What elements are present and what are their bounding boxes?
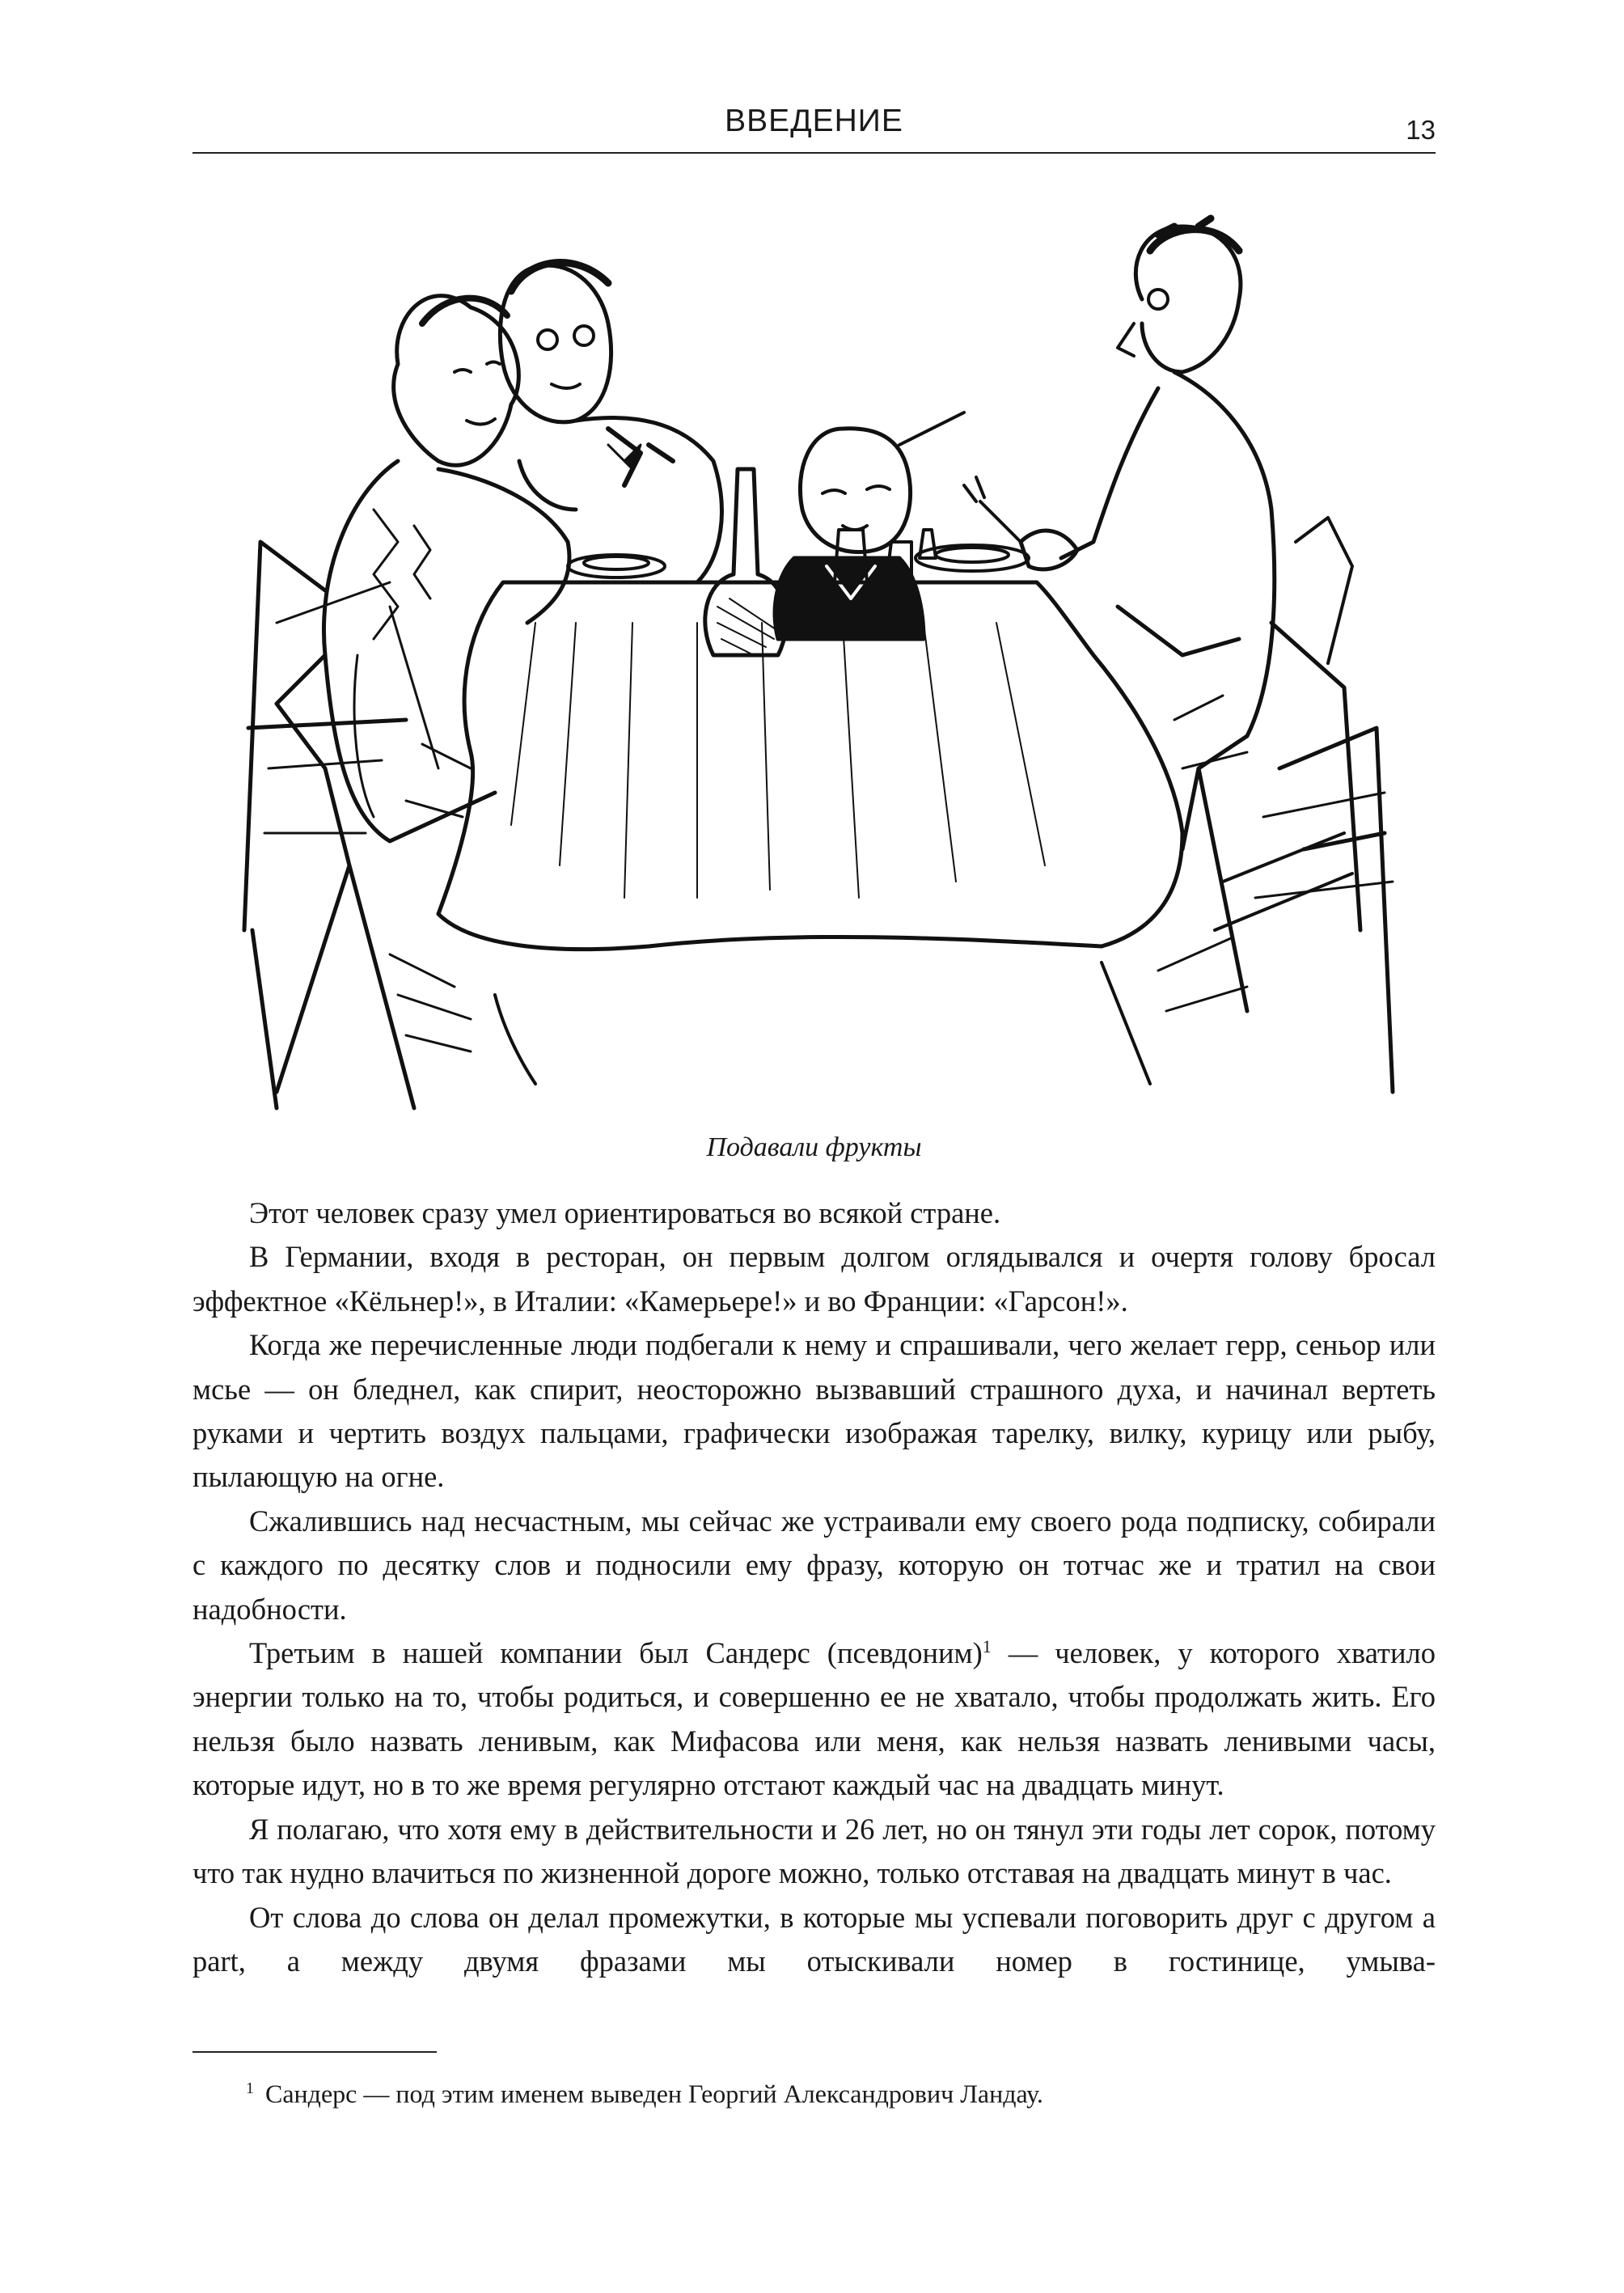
body-text <box>192 1191 1436 1983</box>
paragraph-text: — человек, у которого хватило энергии только на то, чтобы родиться, и совершенно ее не хватало, чтобы продолжать жить. Его нельзя было назвать ленивым, как Мифасова или меня, как нельзя назвать ленивыми часы, которые идут, но в то же время регулярно отстают каждый час на двадцать минут. <box>192 1636 1436 1802</box>
running-title: ВВЕДЕНИЕ <box>725 104 903 138</box>
footnote-reference[interactable]: 1 <box>982 1635 992 1656</box>
right-chair <box>1255 728 1393 1092</box>
footnote-mark: 1 <box>246 2079 254 2097</box>
man-left-figure <box>500 263 721 582</box>
paragraph-with-footnote <box>192 1631 1436 1808</box>
paragraph: В Германии, входя в ресторан, он первым долгом оглядывался и очертя голову бросал эффектное «Кёльнер!», в Италии: «Камерьере!» и во Франции: «Гарсон!». <box>192 1240 1436 1318</box>
footnote <box>246 2071 1435 2112</box>
paragraph: Когда же перечисленные люди подбегали к нему и спрашивали, чего желает герр, сеньор или мсье — он бледнел, как спирит, неосторожно вызвавший страшного духа, и начинал вертеть руками и чертить воздух пальцами, графически изображая тарелку, вилку, курицу или рыбу, пылающую на огне. <box>192 1328 1436 1494</box>
footnote-rule <box>192 2051 437 2053</box>
table <box>390 582 1247 1084</box>
running-header <box>192 104 1436 152</box>
paragraph-text: Третьим в нашей компании был Сандерс (псевдоним) <box>249 1636 983 1670</box>
paragraph: Сжалившись над несчастным, мы сейчас же устраивали ему своего рода подписку, собирали с каждого по десятку слов и подносили ему фразу, которую он тотчас же и тратил на свои надобности. <box>192 1504 1436 1626</box>
header-rule <box>192 152 1436 154</box>
paragraph: Я полагаю, что хотя ему в действительности и 26 лет, но он тянул эти годы лет сорок, потому что так нудно влачиться по жизненной дороге можно, только отставая на двадцать минут в час. <box>192 1812 1436 1890</box>
illustration-caption: Подавали фрукты <box>706 1132 922 1162</box>
footnote-text: Сандерс — под этим именем выведен Георгий Александрович Ландау. <box>265 2079 1043 2109</box>
paragraph: Этот человек сразу умел ориентироваться во всякой стране. <box>249 1196 1001 1229</box>
paragraph: От слова до слова он делал промежутки, в которые мы успевали поговорить друг с другом a part, а между двумя фразами мы отыскивали номер в гостинице, умыва- <box>192 1900 1436 1978</box>
page-number: 13 <box>1406 115 1436 145</box>
restaurant-illustration <box>228 202 1401 1120</box>
bald-man-figure <box>775 412 964 639</box>
